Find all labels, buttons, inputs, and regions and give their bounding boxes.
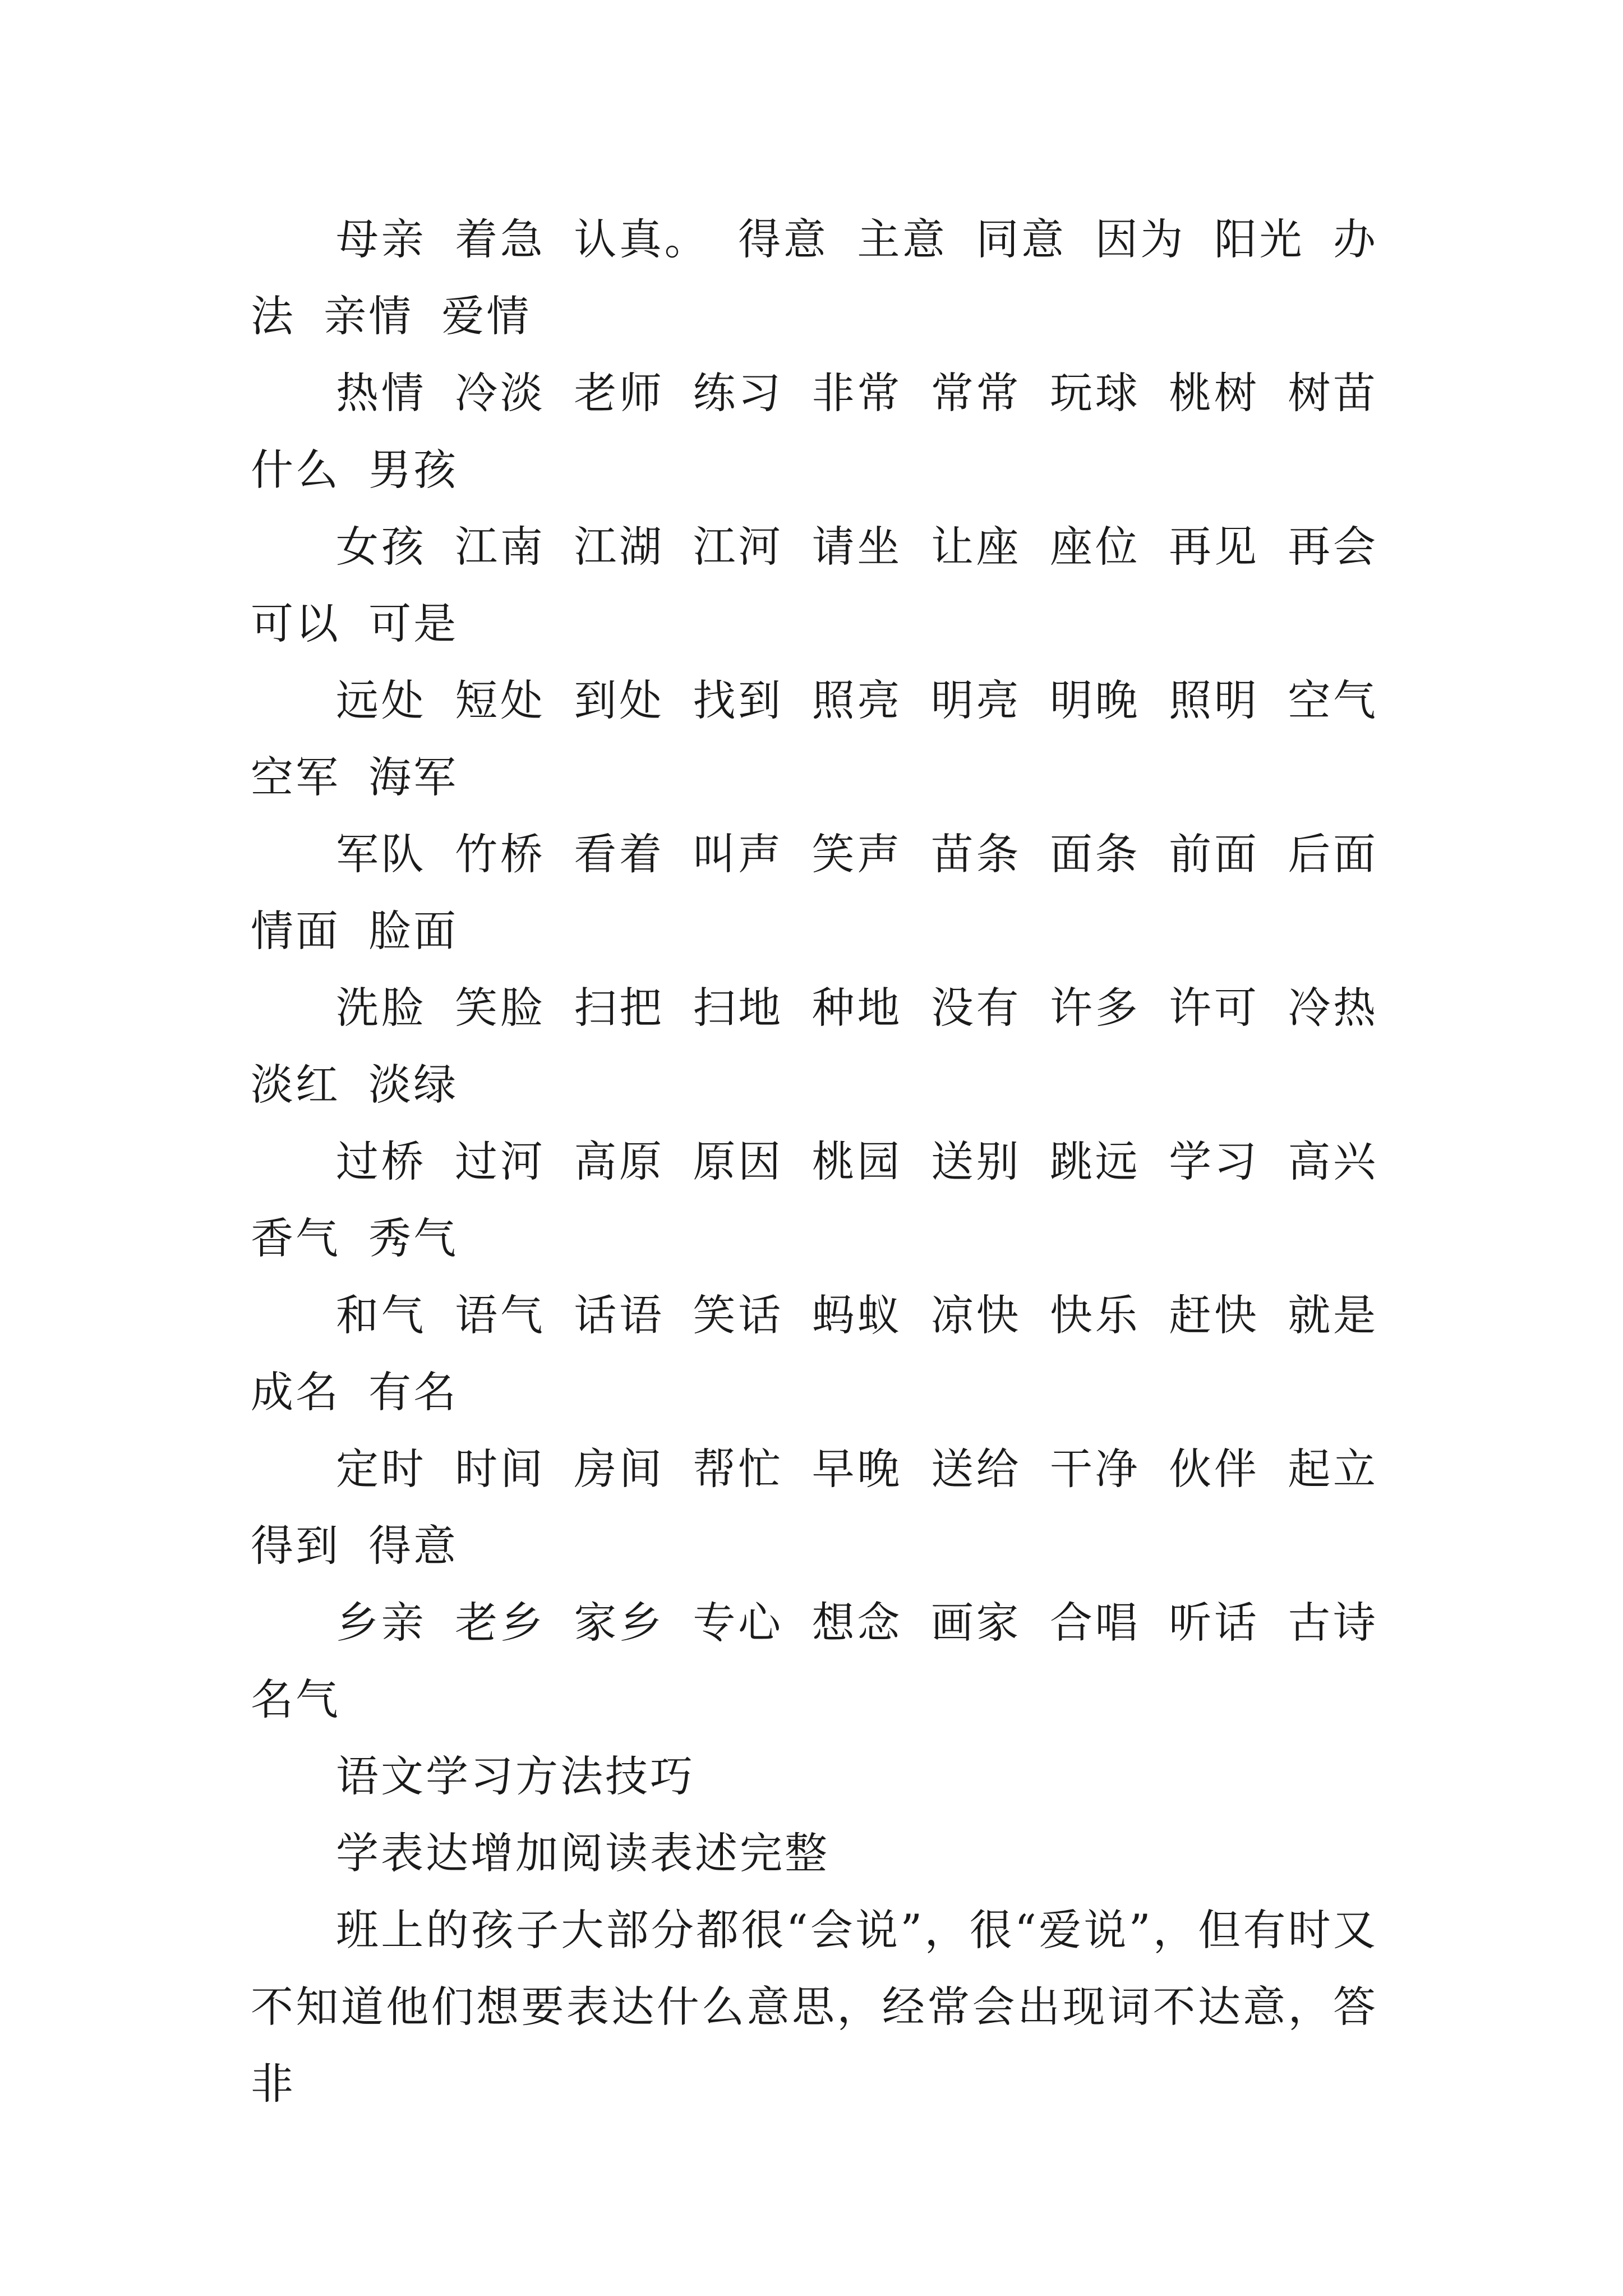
vocabulary-line-4: 远处 短处 到处 找到 照亮 明亮 明晚 照明 空气 空军 海军 bbox=[251, 675, 1378, 802]
vocabulary-line-3: 女孩 江南 江湖 江河 请坐 让座 座位 再见 再会 可以 可是 bbox=[251, 522, 1378, 648]
subsection-heading: 学表达增加阅读表述完整 bbox=[336, 1828, 829, 1878]
body-paragraph: 班上的孩子大部分都很“会说”，很“爱说”，但有时又不知道他们想要表达什么意思，经常会出现词不达意，答非 bbox=[251, 1905, 1378, 2109]
vocabulary-line-2: 热情 冷淡 老师 练习 非常 常常 玩球 桃树 树苗 什么 男孩 bbox=[251, 368, 1378, 495]
vocabulary-line-7: 过桥 过河 高原 原因 桃园 送别 跳远 学习 高兴 香气 秀气 bbox=[251, 1137, 1378, 1263]
section-heading: 语文学习方法技巧 bbox=[336, 1751, 695, 1801]
vocabulary-line-9: 定时 时间 房间 帮忙 早晚 送给 干净 伙伴 起立 得到 得意 bbox=[251, 1444, 1378, 1571]
vocabulary-line-5: 军队 竹桥 看着 叫声 笑声 苗条 面条 前面 后面 情面 脸面 bbox=[251, 829, 1378, 956]
vocabulary-line-10: 乡亲 老乡 家乡 专心 想念 画家 合唱 听话 古诗 名气 bbox=[251, 1598, 1378, 1724]
vocabulary-line-6: 洗脸 笑脸 扫把 扫地 种地 没有 许多 许可 冷热 淡红 淡绿 bbox=[251, 983, 1378, 1110]
vocabulary-line-8: 和气 语气 话语 笑话 蚂蚁 凉快 快乐 赶快 就是 成名 有名 bbox=[251, 1290, 1378, 1417]
vocabulary-line-1: 母亲 着急 认真。 得意 主意 同意 因为 阳光 办法 亲情 爱情 bbox=[251, 214, 1378, 341]
document-body bbox=[251, 201, 1378, 2122]
